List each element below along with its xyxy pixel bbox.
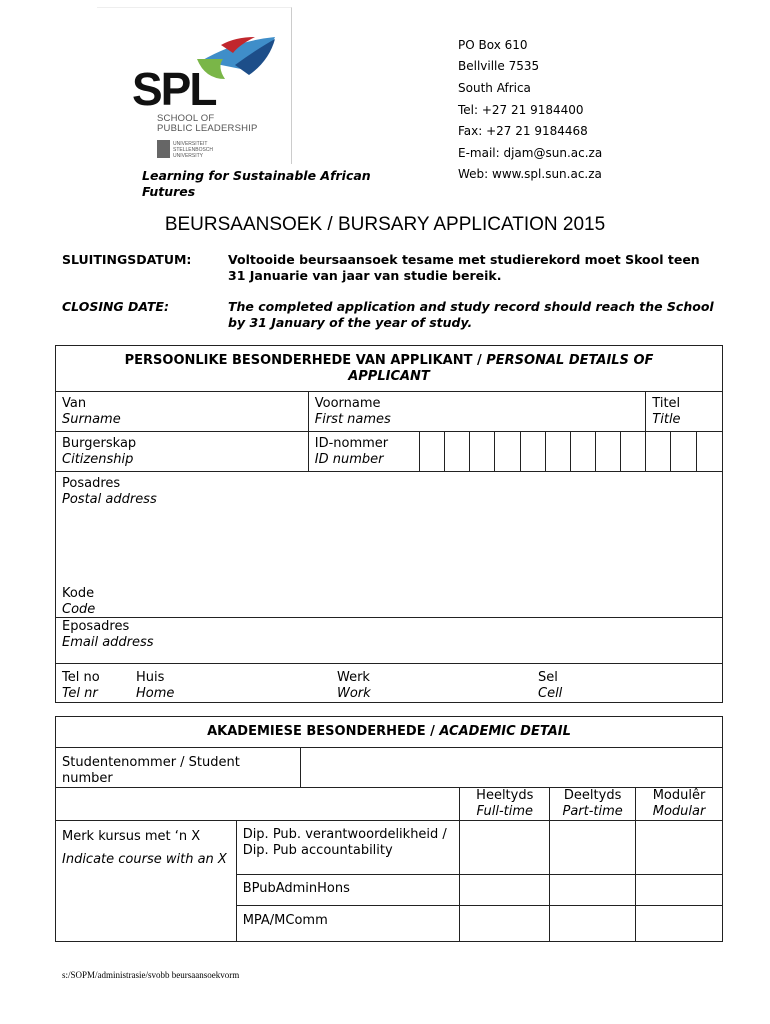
academic-details-table [55, 716, 723, 942]
uni-line3: UNIVERSITY [173, 153, 204, 159]
course-bpubadminhons: BPubAdminHons [236, 875, 460, 906]
id-digit-box[interactable] [671, 432, 696, 472]
closing-text-en: The completed application and study record should reach the School by 31 January of the year of study. [228, 299, 714, 330]
student-number-label: Studentenommer / Student number [56, 748, 301, 788]
surname-field[interactable]: Van Surname [56, 392, 309, 432]
contact-country: South Africa [458, 81, 531, 95]
contact-fax: Fax: +27 21 9184468 [458, 124, 588, 138]
personal-header: PERSOONLIKE BESONDERHEDE VAN APPLIKANT / PERSONAL DETAILS OF APPLICANT [56, 346, 723, 392]
title-field[interactable]: Titel Title [646, 392, 723, 432]
closing-text-af: Voltooide beursaansoek tesame met studierekord moet Skool teen 31 Januarie van jaar van studie bereik. [228, 252, 700, 283]
first-names-field[interactable]: Voorname First names [308, 392, 646, 432]
uni-line1: UNIVERSITEIT [173, 141, 208, 147]
course-bpub-modular-box[interactable] [636, 875, 723, 906]
course-mpa-fulltime-box[interactable] [460, 906, 550, 942]
id-digit-box[interactable] [445, 432, 470, 472]
citizenship-field[interactable]: Burgerskap Citizenship [56, 432, 309, 472]
contact-web: Web: www.spl.sun.ac.za [458, 167, 602, 181]
academic-header: AKADEMIESE BESONDERHEDE / ACADEMIC DETAIL [56, 717, 723, 748]
id-number-label: ID-nommer ID number [308, 432, 419, 472]
tel-row [56, 664, 723, 703]
uni-line2: STELLENBOSCH [173, 147, 214, 153]
page-title: BEURSAANSOEK / BURSARY APPLICATION 2015 [164, 214, 606, 235]
id-digit-box[interactable] [595, 432, 620, 472]
course-dip-pub: Dip. Pub. verantwoordelikheid / Dip. Pub accountability [236, 821, 460, 875]
id-digit-box[interactable] [570, 432, 595, 472]
tagline: Learning for Sustainable African Futures [142, 168, 371, 199]
logo-line1: SCHOOL OF [157, 113, 215, 124]
modular-header: Modulêr Modular [636, 788, 723, 821]
tel-cell-field[interactable]: Sel Cell [538, 670, 563, 701]
postal-address-field[interactable]: Posadres Postal address Kode Code [56, 472, 723, 618]
closing-label-af: SLUITINGSDATUM: [62, 252, 192, 267]
course-dip-modular-box[interactable] [636, 821, 723, 875]
part-time-header: Deeltyds Part-time [550, 788, 636, 821]
id-digit-box[interactable] [520, 432, 545, 472]
id-digit-box[interactable] [621, 432, 646, 472]
course-mpa-mcomm: MPA/MComm [236, 906, 460, 942]
course-dip-parttime-box[interactable] [550, 821, 636, 875]
id-digit-box[interactable] [696, 432, 722, 472]
contact-po-box: PO Box 610 [458, 38, 528, 52]
email-field[interactable]: Eposadres Email address [56, 618, 723, 664]
tel-label: Tel no Tel nr [62, 670, 100, 701]
footer-path: s:/SOPM/administrasie/svobb beursaansoekvorm [62, 970, 240, 980]
logo-line2: PUBLIC LEADERSHIP [157, 123, 258, 134]
id-digit-box[interactable] [470, 432, 495, 472]
mode-blank [56, 788, 460, 821]
logo-abbr: SPL [132, 63, 216, 115]
id-digit-box[interactable] [419, 432, 444, 472]
course-mpa-modular-box[interactable] [636, 906, 723, 942]
student-number-field[interactable] [300, 748, 722, 788]
contact-city: Bellville 7535 [458, 59, 540, 73]
contact-tel: Tel: +27 21 9184400 [458, 103, 584, 117]
id-digit-box[interactable] [495, 432, 520, 472]
course-dip-fulltime-box[interactable] [460, 821, 550, 875]
course-bpub-parttime-box[interactable] [550, 875, 636, 906]
full-time-header: Heeltyds Full-time [460, 788, 550, 821]
contact-email: E-mail: djam@sun.ac.za [458, 146, 603, 160]
closing-label-en: CLOSING DATE: [62, 299, 169, 314]
id-digit-box[interactable] [646, 432, 671, 472]
code-label: Kode Code [62, 586, 96, 617]
course-mpa-parttime-box[interactable] [550, 906, 636, 942]
tel-home-field[interactable]: Huis Home [136, 670, 175, 701]
university-crest-icon [157, 140, 170, 158]
id-digit-box[interactable] [545, 432, 570, 472]
personal-details-table [55, 345, 723, 703]
course-bpub-fulltime-box[interactable] [460, 875, 550, 906]
course-instruction: Merk kursus met ‘n X Indicate course with an X [56, 821, 237, 942]
tel-work-field[interactable]: Werk Work [337, 670, 371, 701]
